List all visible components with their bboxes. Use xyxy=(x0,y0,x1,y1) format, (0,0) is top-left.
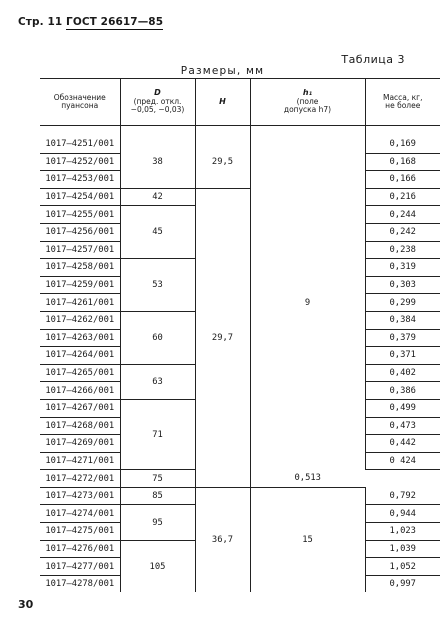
designation-cell: 1017—4255/001 xyxy=(40,206,120,224)
designation-cell: 1017—4267/001 xyxy=(40,399,120,417)
mass-cell: 0,384 xyxy=(365,311,440,329)
d-cell: 53 xyxy=(120,259,195,312)
designation-cell: 1017—4277/001 xyxy=(40,558,120,576)
mass-cell: 0,238 xyxy=(365,241,440,259)
col-header-d xyxy=(120,79,195,126)
h-cell: 36,7 xyxy=(195,487,250,592)
mass-cell: 0,168 xyxy=(365,153,440,171)
h-cell: 29,7 xyxy=(195,188,250,487)
d-symbol: D xyxy=(154,88,161,98)
designation-cell: 1017—4261/001 xyxy=(40,294,120,312)
mass-cell: 1,023 xyxy=(365,523,440,541)
mass-cell: 0,513 xyxy=(250,470,365,488)
d-note-1: (пред. откл. xyxy=(133,96,182,106)
col-header-h1 xyxy=(250,79,365,126)
designation-cell: 1017—4264/001 xyxy=(40,347,120,365)
designation-cell: 1017—4269/001 xyxy=(40,435,120,453)
designation-cell: 1017—4252/001 xyxy=(40,153,120,171)
designation-cell: 1017—4251/001 xyxy=(40,136,120,153)
d-cell: 42 xyxy=(120,188,195,206)
mass-cell: 0,371 xyxy=(365,347,440,365)
mass-cell: 0,169 xyxy=(365,136,440,153)
d-cell: 38 xyxy=(120,136,195,188)
d-cell: 71 xyxy=(120,399,195,469)
d-note-2: −0,05, −0,03) xyxy=(130,105,185,115)
standard-number: ГОСТ 26617—85 xyxy=(66,16,164,28)
mass-cell: 1,052 xyxy=(365,558,440,576)
mass-cell: 0,379 xyxy=(365,329,440,347)
mass-cell: 0,244 xyxy=(365,206,440,224)
d-cell: 45 xyxy=(120,206,195,259)
col-header-h xyxy=(195,79,250,126)
spacer-row xyxy=(40,126,440,137)
designation-cell: 1017—4273/001 xyxy=(40,487,120,505)
h1-note-2: допуска h7) xyxy=(283,105,332,115)
mass-cell: 0,166 xyxy=(365,171,440,189)
mass-cell: 0,216 xyxy=(365,188,440,206)
designation-cell: 1017—4268/001 xyxy=(40,417,120,435)
table-label: Таблица 3 xyxy=(341,53,405,66)
page-ref: Стр. 11 xyxy=(18,16,63,28)
table-row xyxy=(40,136,440,153)
designation-header-text: Обозначение пуансона xyxy=(53,92,106,110)
table-row xyxy=(40,487,440,505)
col-header-designation xyxy=(40,79,120,126)
h1-note-1: (поле xyxy=(296,96,319,106)
mass-cell: 0,997 xyxy=(365,575,440,592)
mass-cell: 0,299 xyxy=(365,294,440,312)
mass-cell: 0,473 xyxy=(365,417,440,435)
designation-cell: 1017—4257/001 xyxy=(40,241,120,259)
designation-cell: 1017—4258/001 xyxy=(40,259,120,277)
designation-cell: 1017—4253/001 xyxy=(40,171,120,189)
h-cell: 29,5 xyxy=(195,136,250,188)
mass-cell: 0,792 xyxy=(365,487,440,505)
mass-header-1: Масса, кг, xyxy=(382,92,423,102)
h1-cell: 9 xyxy=(250,136,365,470)
d-cell: 85 xyxy=(120,487,195,505)
table-header-row xyxy=(40,79,440,126)
designation-cell: 1017—4263/001 xyxy=(40,329,120,347)
col-header-mass xyxy=(365,79,440,126)
mass-cell: 0,402 xyxy=(365,364,440,382)
mass-cell: 0,319 xyxy=(365,259,440,277)
table-row xyxy=(40,188,440,206)
designation-cell: 1017—4256/001 xyxy=(40,223,120,241)
designation-cell: 1017—4271/001 xyxy=(40,452,120,470)
d-cell: 75 xyxy=(120,470,195,488)
d-cell: 105 xyxy=(120,540,195,592)
designation-cell: 1017—4278/001 xyxy=(45,579,115,590)
h1-symbol: h₁ xyxy=(302,88,313,98)
designation-cell: 1017—4265/001 xyxy=(40,364,120,382)
mass-cell: 0,442 xyxy=(365,435,440,453)
designation-cell: 1017—4272/001 xyxy=(40,470,120,488)
mass-cell: 0,303 xyxy=(365,276,440,294)
mass-cell: 1,039 xyxy=(365,540,440,558)
designation-cell: 1017—4275/001 xyxy=(40,523,120,541)
page-number: 30 xyxy=(18,598,34,611)
mass-cell: 0,386 xyxy=(365,382,440,400)
page-header xyxy=(18,16,163,30)
h1-cell: 15 xyxy=(250,487,365,592)
designation-cell: 1017—4254/001 xyxy=(40,188,120,206)
d-cell: 63 xyxy=(120,364,195,399)
designation-cell: 1017—4259/001 xyxy=(40,276,120,294)
d-cell: 95 xyxy=(120,505,195,540)
table-title: Размеры, мм xyxy=(180,65,265,77)
d-cell: 60 xyxy=(120,311,195,364)
mass-cell: 0 424 xyxy=(365,452,440,470)
dimensions-table xyxy=(40,78,440,592)
designation-cell: 1017—4266/001 xyxy=(40,382,120,400)
designation-cell: 1017—4276/001 xyxy=(40,540,120,558)
mass-cell: 0,499 xyxy=(365,399,440,417)
h-symbol: H xyxy=(219,96,226,106)
mass-header-2: не более xyxy=(385,101,421,110)
designation-cell: 1017—4274/001 xyxy=(40,505,120,523)
designation-cell: 1017—4262/001 xyxy=(40,311,120,329)
mass-cell: 0,242 xyxy=(365,223,440,241)
mass-cell: 0,944 xyxy=(365,505,440,523)
